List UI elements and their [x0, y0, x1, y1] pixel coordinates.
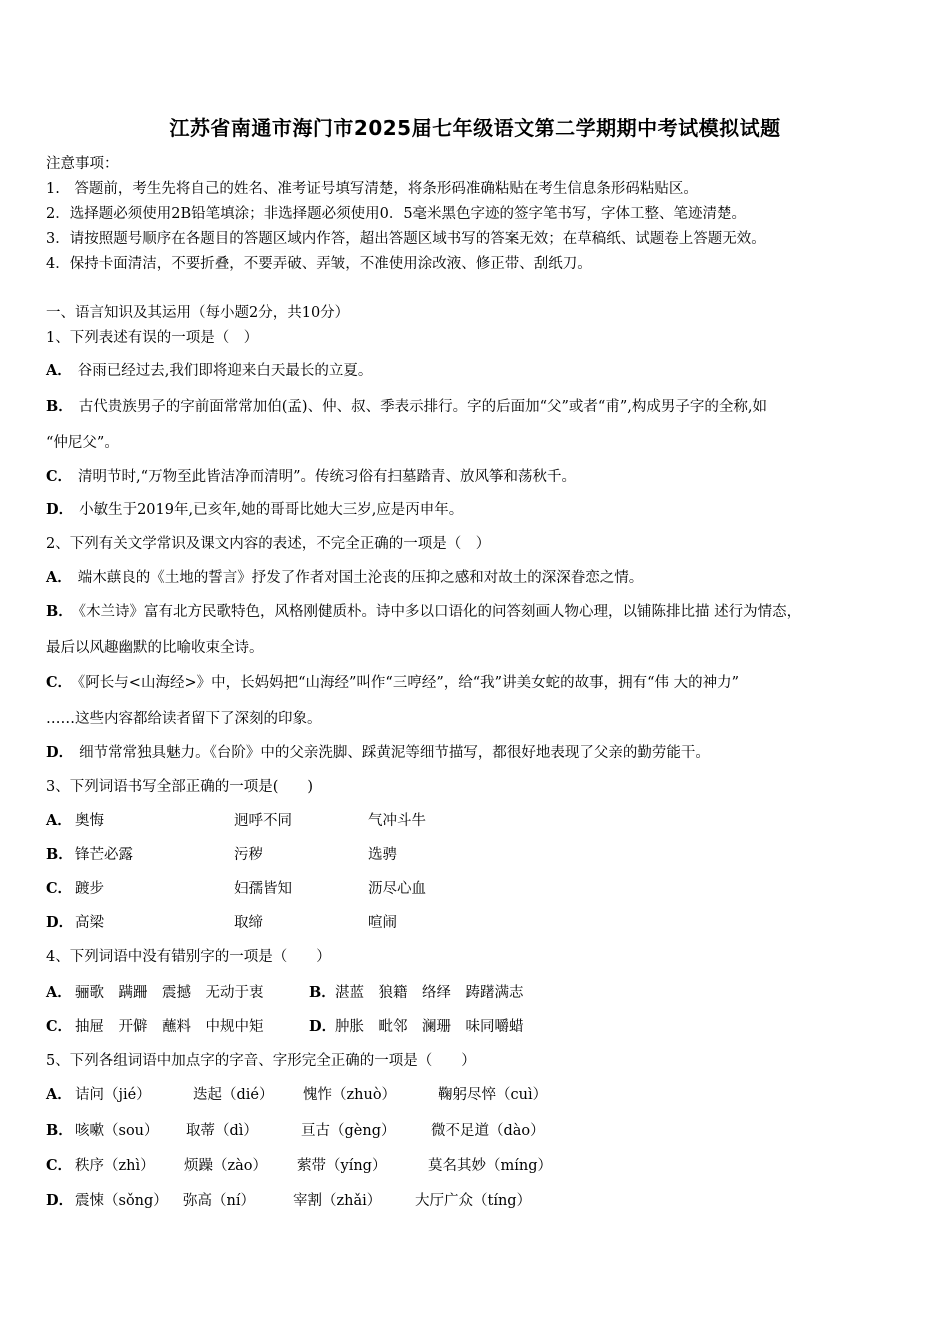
word-with-pinyin: 震悚（sǒng） [75, 1193, 168, 1209]
option-d: D． 细节常常独具魅力。《台阶》中的父亲洗脚、踩黄泥等细节描写，都很好地表现了父亲的勤劳能干。 [46, 744, 710, 761]
word: 选骋 [368, 847, 397, 863]
page-title: 江苏省南通市海门市2025届七年级语文第二学期期中考试模拟试题 [169, 116, 781, 140]
word-with-pinyin: 愧怍（zhuò） [303, 1087, 397, 1103]
option-label: D． [46, 1192, 74, 1209]
question-stem: 1、下列表述有误的一项是（ ） [46, 330, 259, 346]
option-text: 小敏生于2019年,已亥年,她的哥哥比她大三岁,应是丙申年。 [79, 502, 464, 518]
word-with-pinyin: 微不足道（dào） [431, 1123, 545, 1139]
word-with-pinyin: 秩序（zhì） [75, 1158, 155, 1174]
option-b: B． 《木兰诗》富有北方民歌特色，风格刚健质朴。诗中多以口语化的问答刻画人物心理，以铺陈排比描 述行为情态， [46, 603, 802, 620]
notice-item: 1. 答题前，考生先将自己的姓名、准考证号填写清楚，将条形码准确粘贴在考生信息条形码粘贴区。 [46, 181, 698, 197]
word: 妇孺皆知 [234, 881, 292, 897]
section-heading: 一、语言知识及其运用（每小题2分，共10分） [46, 305, 350, 321]
question-stem: 3、下列词语书写全部正确的一项是( ) [46, 779, 314, 795]
option-words: 湛蓝 狼籍 络绎 踌躇满志 [335, 985, 524, 1001]
option-text: 谷雨已经过去,我们即将迎来白天最长的立夏。 [77, 363, 373, 379]
word-with-pinyin: 取蒂（dì） [186, 1123, 258, 1139]
word-with-pinyin: 亘古（gèng） [301, 1123, 396, 1139]
word: 污秽 [234, 847, 263, 863]
option-label: C． [46, 1018, 73, 1035]
option-b-continued: 最后以风趣幽默的比喻收束全诗。 [46, 640, 264, 656]
word-with-pinyin: 萦带（yíng） [297, 1158, 387, 1174]
word: 沥尽心血 [368, 881, 426, 897]
question-stem: 5、下列各组词语中加点字的字音、字形完全正确的一项是（ ） [46, 1053, 476, 1069]
option-words: 肿胀 毗邻 澜珊 味同嚼蜡 [335, 1019, 524, 1035]
word-with-pinyin: 大厅广众（tíng） [415, 1193, 532, 1209]
option-label: A． [46, 984, 72, 1001]
word: 喧闹 [368, 915, 397, 931]
option-label: C． [46, 880, 73, 897]
word: 气冲斗牛 [368, 813, 426, 829]
option-label: B． [46, 846, 73, 863]
option-text: 端木蕻良的《土地的誓言》抒发了作者对国土沦丧的压抑之感和对故土的深深眷恋之情。 [77, 570, 644, 586]
option-c-continued: ……这些内容都给读者留下了深刻的印象。 [46, 711, 322, 727]
option-b-continued: “仲尼父”。 [46, 435, 119, 451]
word-with-pinyin: 鞠躬尽悴（cuì） [438, 1087, 548, 1103]
option-label: C． [46, 1157, 73, 1174]
option-label: B． [309, 984, 336, 1001]
word: 高梁 [75, 915, 104, 931]
option-label: A． [46, 812, 72, 829]
word-with-pinyin: 诘问（jié） [75, 1087, 151, 1103]
option-a: A． 谷雨已经过去,我们即将迎来白天最长的立夏。 [46, 362, 373, 379]
question-stem: 2、下列有关文学常识及课文内容的表述，不完全正确的一项是（ ） [46, 536, 491, 552]
word-with-pinyin: 弥高（ní） [183, 1193, 255, 1209]
word: 踱步 [75, 881, 104, 897]
word: 取缔 [234, 915, 263, 931]
word: 迥呼不同 [234, 813, 292, 829]
word-with-pinyin: 咳嗽（sou） [75, 1123, 159, 1139]
option-c: C． 清明节时,“万物至此皆洁净而清明”。传统习俗有扫墓踏青、放风筝和荡秋千。 [46, 468, 576, 485]
option-label: D． [46, 914, 74, 931]
option-text: 细节常常独具魅力。《台阶》中的父亲洗脚、踩黄泥等细节描写，都很好地表现了父亲的勤劳能干。 [79, 745, 710, 761]
option-label: B． [46, 1122, 73, 1139]
word-with-pinyin: 宰割（zhǎi） [293, 1193, 382, 1209]
option-c: C． 《阿长与<山海经>》中，长妈妈把“山海经”叫作“三哼经”，给“我”讲美女蛇的故事，拥有“伟 大的神力” [46, 674, 740, 691]
word: 锋芒必露 [75, 847, 133, 863]
option-d: D． 小敏生于2019年,已亥年,她的哥哥比她大三岁,应是丙申年。 [46, 501, 464, 518]
option-label: A． [46, 1086, 72, 1103]
option-label: D． [309, 1018, 337, 1035]
option-text: 《木兰诗》富有北方民歌特色，风格刚健质朴。诗中多以口语化的问答刻画人物心理，以铺陈排比描 述行为情态， [78, 604, 802, 620]
option-text: 古代贵族男子的字前面常常加伯(孟)、仲、叔、季表示排行。字的后面加“父”或者“甫”,构成男子字的全称,如 [78, 399, 767, 415]
question-stem: 4、下列词语中没有错别字的一项是（ ） [46, 949, 331, 965]
option-words: 抽屉 开僻 蘸料 中规中矩 [75, 1019, 264, 1035]
notice-heading: 注意事项： [46, 156, 119, 172]
option-b: B． 古代贵族男子的字前面常常加伯(孟)、仲、叔、季表示排行。字的后面加“父”或者“甫”,构成男子字的全称,如 [46, 398, 767, 415]
notice-item: 2．选择题必须使用2B铅笔填涂；非选择题必须使用0．5毫米黑色字迹的签字笔书写，字体工整、笔迹清楚。 [46, 206, 747, 222]
word-with-pinyin: 迭起（dié） [193, 1087, 274, 1103]
option-words: 骊歌 蹒跚 震撼 无动于衷 [75, 985, 264, 1001]
word-with-pinyin: 莫名其妙（míng） [428, 1158, 553, 1174]
option-a: A． 端木蕻良的《土地的誓言》抒发了作者对国土沦丧的压抑之感和对故土的深深眷恋之情。 [46, 569, 644, 586]
notice-item: 3．请按照题号顺序在各题目的答题区域内作答，超出答题区域书写的答案无效；在草稿纸、试题卷上答题无效。 [46, 231, 766, 247]
word-with-pinyin: 烦躁（zào） [184, 1158, 268, 1174]
option-text: 清明节时,“万物至此皆洁净而清明”。传统习俗有扫墓踏青、放风筝和荡秋千。 [78, 469, 576, 485]
option-text: 《阿长与<山海经>》中，长妈妈把“山海经”叫作“三哼经”，给“我”讲美女蛇的故事，拥有“伟 大的神力” [78, 675, 740, 691]
word: 奥悔 [75, 813, 104, 829]
notice-item: 4．保持卡面清洁，不要折叠，不要弄破、弄皱，不准使用涂改液、修正带、刮纸刀。 [46, 256, 592, 272]
